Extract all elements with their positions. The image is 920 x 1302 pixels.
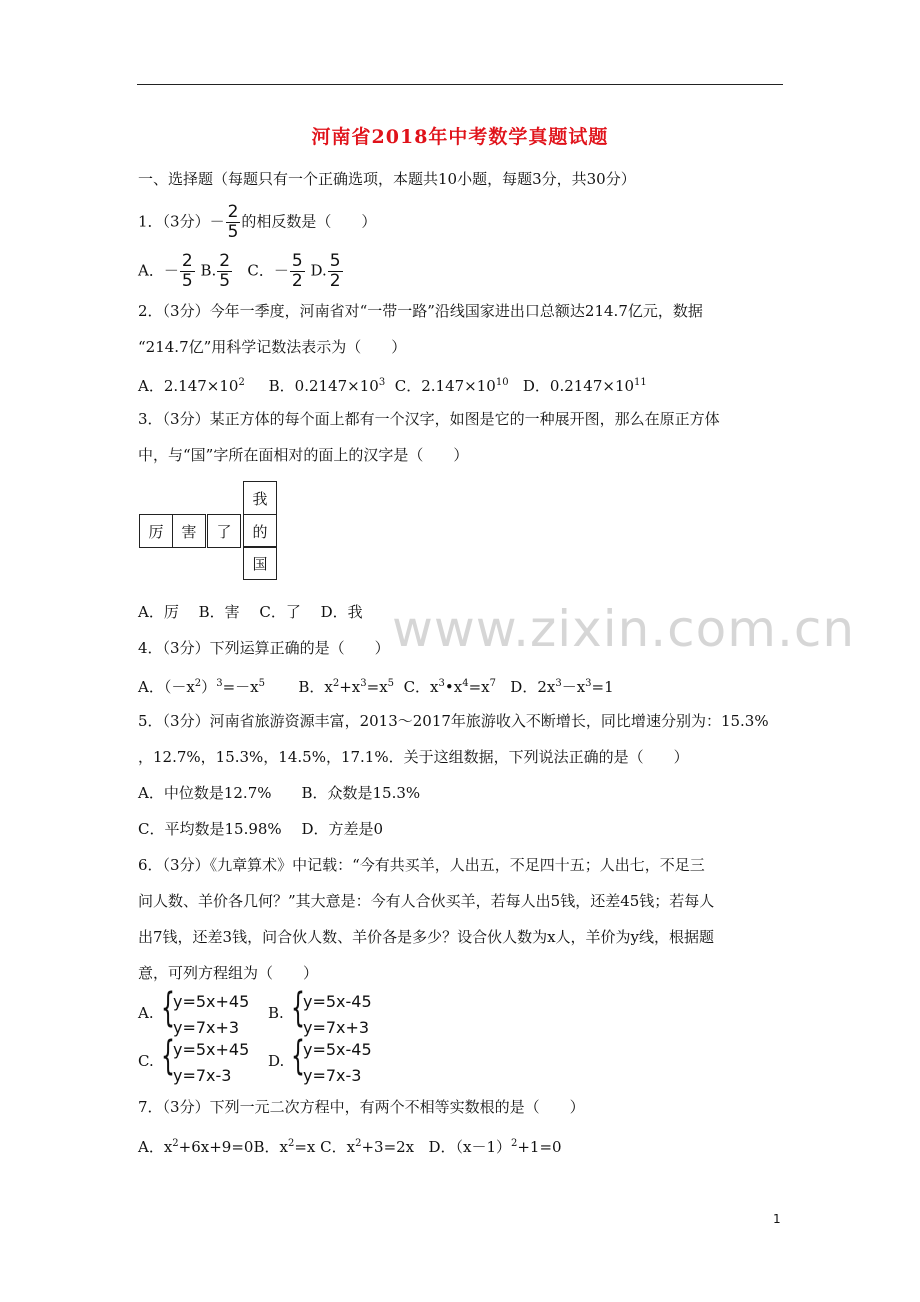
q6-option-b-label: B.	[268, 1004, 284, 1022]
net-cell-li: 厉	[139, 514, 173, 548]
net-cell-le: 了	[207, 514, 241, 548]
question-6-line-2: 问人数、羊价各几何？”其大意是：今有人合伙买羊，若每人出5钱，还差45钱；若每人	[138, 892, 715, 910]
watermark: www.zixin.com.cn	[392, 600, 856, 658]
page-number: 1	[773, 1212, 781, 1226]
section-heading: 一、选择题（每题只有一个正确选项，本题共10小题，每题3分，共30分）	[138, 170, 636, 188]
question-5-options-cd: C．平均数是15.98% D．方差是0	[138, 820, 384, 838]
page-title: 河南省2018年中考数学真题试题	[311, 126, 609, 148]
question-7-line-1: 7．（3分）下列一元二次方程中，有两个不相等实数根的是（ ）	[138, 1098, 585, 1116]
question-6-line-1: 6．（3分）《九章算术》中记载：“今有共买羊，人出五，不足四十五；人出七，不足三	[138, 856, 705, 874]
brace-icon: {	[161, 1033, 175, 1079]
question-2-line-2: “214.7亿”用科学记数法表示为（ ）	[138, 338, 407, 356]
q6-option-c-label: C.	[138, 1052, 154, 1070]
question-5-line-2: ，12.7%，15.3%，14.5%，17.1%．关于这组数据，下列说法正确的是（ ）	[138, 748, 689, 766]
q1-opt-c-fraction: $\frac{5}{2}$	[291, 251, 303, 291]
net-cell-hai: 害	[172, 514, 206, 548]
q6-option-d-label: D.	[268, 1052, 285, 1070]
question-3-options: A．厉 B．害 C．了 D．我	[138, 603, 363, 621]
q1-opt-b-fraction: $\frac{2}{5}$	[219, 251, 231, 291]
question-1	[138, 203, 376, 242]
question-3-line-2: 中，与“国”字所在面相对的面上的汉字是（ ）	[138, 446, 469, 464]
question-7-options: A．$x^2+6x+9=0B$．$x^2=x$ C．$x^2+3=2x$ D．$(x-1)^2+1=0$	[138, 1138, 562, 1156]
q1-suffix: 的相反数是（ ）	[241, 212, 377, 231]
net-cell-wo: 我	[243, 481, 277, 515]
q1-prefix: 1．（3分）－	[138, 212, 225, 231]
question-1-options: A．－ $\frac{2}{5}$ B. $\frac{2}{5}$ C．－ $\frac{5}{2}$ D. $\frac{5}{2}$	[138, 251, 341, 291]
header-rule	[137, 84, 783, 85]
net-cell-guo: 国	[243, 546, 277, 580]
question-3-line-1: 3．（3分）某正方体的每个面上都有一个汉字，如图是它的一种展开图，那么在原正方体	[138, 410, 720, 428]
brace-icon: {	[291, 985, 305, 1031]
brace-icon: {	[161, 985, 175, 1031]
brace-icon: {	[291, 1033, 305, 1079]
question-4-line-1: 4．（3分）下列运算正确的是（ ）	[138, 639, 390, 657]
question-5-line-1: 5．（3分）河南省旅游资源丰富，2013～2017年旅游收入不断增长，同比增速分别为：15.3%	[138, 712, 769, 730]
net-cell-de: 的	[243, 514, 277, 548]
question-2-line-1: 2．（3分）今年一季度，河南省对“一带一路”沿线国家进出口总额达214.7亿元，数据	[138, 302, 703, 320]
question-6-line-4: 意，可列方程组为（ ）	[138, 964, 319, 982]
question-4-options: A．$(-x^2)^3=-x^5$ B．$x^2+x^3=x^5$ C．$x^3•x^4=x^7$ D．$2x^3-x^3=1$	[138, 678, 614, 696]
question-6-line-3: 出7钱，还差3钱，问合伙人数、羊价各是多少？设合伙人数为x人，羊价为y线，根据题	[138, 928, 715, 946]
q1-opt-a-fraction: $\frac{2}{5}$	[181, 251, 193, 291]
q6-option-a-label: A.	[138, 1004, 154, 1022]
q1-opt-d-fraction: $\frac{5}{2}$	[329, 251, 341, 291]
q1-fraction: $\frac{2}{5}$	[227, 202, 239, 242]
question-5-options-ab: A．中位数是12.7% B．众数是15.3%	[138, 784, 421, 802]
question-2-options: A．$2.147\times 10^2$ B．$0.2147\times 10^3$ C．$2.147\times 10^{10}$ D．$0.2147\times 10^{11}$	[138, 377, 647, 395]
